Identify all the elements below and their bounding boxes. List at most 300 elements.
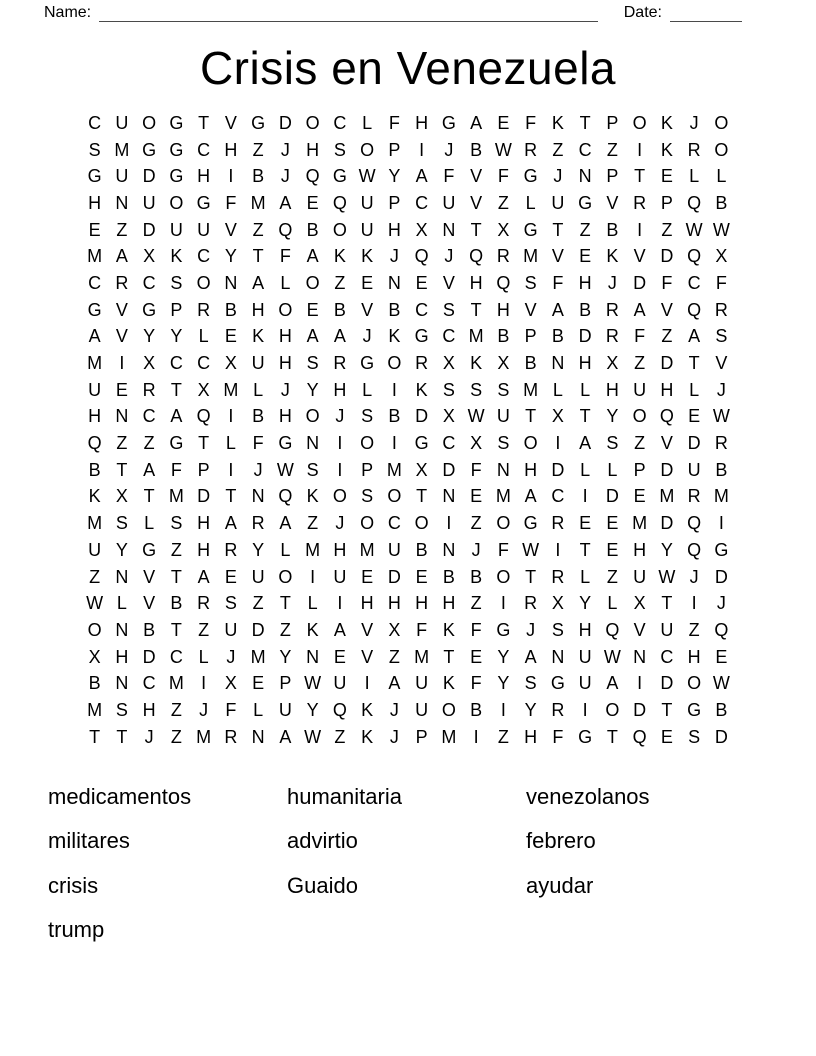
grid-letter: Z (170, 539, 182, 560)
grid-letter: N (442, 539, 456, 560)
grid-letter: N (115, 566, 129, 587)
grid-letter: E (660, 166, 673, 187)
grid-letter: A (470, 112, 483, 133)
grid-letter: R (714, 299, 728, 320)
grid-letter: V (361, 299, 374, 320)
grid-letter: O (714, 139, 729, 160)
grid-letter: A (306, 246, 319, 267)
grid-letter: T (579, 406, 591, 427)
grid-letter: L (525, 192, 536, 213)
grid-letter: C (88, 112, 102, 133)
grid-letter: C (442, 433, 456, 454)
grid-letter: E (361, 272, 374, 293)
grid-letter: I (582, 486, 588, 507)
grid-letter: G (578, 726, 593, 747)
grid-letter: I (718, 513, 724, 534)
grid-letter: E (470, 486, 483, 507)
grid-letter: U (224, 619, 238, 640)
grid-letter: D (251, 619, 265, 640)
grid-letter: O (305, 406, 320, 427)
grid-letter: T (552, 219, 564, 240)
grid-letter: Z (606, 566, 618, 587)
grid-letter: U (88, 539, 102, 560)
grid-letter: I (228, 459, 234, 480)
grid-letter: D (660, 673, 674, 694)
grid-letter: X (415, 459, 428, 480)
grid-letter: C (660, 646, 674, 667)
grid-letter: I (582, 699, 588, 720)
grid-letter: B (88, 673, 101, 694)
grid-letter: R (605, 299, 619, 320)
grid-letter: U (333, 566, 347, 587)
grid-letter: L (253, 379, 264, 400)
grid-letter: V (524, 299, 537, 320)
grid-letter: V (361, 619, 374, 640)
grid-letter: M (441, 726, 457, 747)
grid-letter: F (225, 192, 237, 213)
grid-letter: Q (332, 699, 347, 720)
grid-letter: H (605, 379, 619, 400)
grid-letter: A (88, 326, 101, 347)
grid-letter: A (688, 326, 701, 347)
grid-letter: L (607, 593, 618, 614)
grid-letter: F (388, 112, 400, 133)
grid-letter: L (198, 326, 209, 347)
grid-letter: M (223, 379, 239, 400)
grid-letter: P (197, 459, 210, 480)
grid-letter: O (305, 112, 320, 133)
grid-letter: J (335, 406, 345, 427)
grid-letter: Y (252, 539, 265, 560)
grid-letter: Q (496, 272, 511, 293)
grid-letter: H (278, 406, 292, 427)
grid-letter: D (660, 353, 674, 374)
grid-letter: B (715, 699, 728, 720)
grid-letter: T (634, 166, 646, 187)
grid-letter: F (661, 272, 673, 293)
grid-letter: B (306, 219, 319, 240)
grid-letter: G (714, 539, 729, 560)
grid-letter: M (196, 726, 212, 747)
grid-letter: G (142, 139, 157, 160)
grid-letter: X (197, 379, 210, 400)
grid-letter: R (687, 139, 701, 160)
grid-letter: Z (661, 326, 673, 347)
grid-letter: E (361, 566, 374, 587)
grid-letter: F (715, 272, 727, 293)
grid-letter: C (687, 272, 701, 293)
grid-letter: M (632, 513, 648, 534)
grid-letter: I (228, 406, 234, 427)
grid-letter: J (389, 726, 399, 747)
grid-letter: V (606, 192, 619, 213)
grid-letter: Z (116, 433, 128, 454)
grid-letter: T (661, 699, 673, 720)
grid-letter: F (552, 272, 564, 293)
grid-letter: N (251, 486, 265, 507)
grid-letter: Z (634, 353, 646, 374)
grid-letter: R (224, 726, 238, 747)
grid-letter: O (360, 433, 375, 454)
grid-letter: I (201, 673, 207, 694)
grid-letter: L (198, 646, 209, 667)
grid-letter: F (279, 246, 291, 267)
grid-letter: E (252, 673, 265, 694)
grid-letter: T (170, 619, 182, 640)
grid-letter: M (414, 646, 430, 667)
grid-letter: I (337, 459, 343, 480)
grid-letter: E (579, 513, 592, 534)
grid-letter: E (88, 219, 101, 240)
grid-letter: H (306, 139, 320, 160)
grid-letter: N (551, 646, 565, 667)
grid-letter: Z (634, 433, 646, 454)
grid-letter: A (551, 299, 564, 320)
grid-letter: M (659, 486, 675, 507)
grid-letter: X (143, 353, 156, 374)
grid-letter: X (442, 406, 455, 427)
grid-letter: T (279, 593, 291, 614)
grid-letter: N (496, 459, 510, 480)
grid-letter: X (442, 353, 455, 374)
grid-letter: O (714, 112, 729, 133)
grid-letter: S (442, 299, 455, 320)
grid-letter: F (470, 459, 482, 480)
grid-letter: M (114, 139, 130, 160)
grid-letter: U (551, 192, 565, 213)
grid-letter: D (142, 646, 156, 667)
grid-letter: G (169, 112, 184, 133)
grid-letter: S (333, 139, 346, 160)
grid-letter: P (524, 326, 537, 347)
grid-letter: A (252, 272, 265, 293)
grid-letter: O (632, 406, 647, 427)
grid-letter: T (688, 353, 700, 374)
grid-letter: H (660, 379, 674, 400)
grid-letter: A (633, 299, 646, 320)
grid-letter: A (606, 673, 619, 694)
grid-letter: N (115, 406, 129, 427)
grid-letter: Q (469, 246, 484, 267)
grid-letter: M (87, 699, 103, 720)
grid-letter: U (415, 699, 429, 720)
grid-letter: L (580, 459, 591, 480)
grid-letter: C (197, 353, 211, 374)
grid-letter: S (115, 699, 128, 720)
grid-letter: H (197, 539, 211, 560)
grid-letter: N (115, 619, 129, 640)
grid-letter: T (170, 566, 182, 587)
grid-letter: A (143, 459, 156, 480)
grid-letter: C (88, 272, 102, 293)
grid-letter: V (660, 433, 673, 454)
grid-letter: W (712, 219, 730, 240)
grid-letter: H (578, 353, 592, 374)
grid-letter: X (388, 619, 401, 640)
grid-letter: G (414, 433, 429, 454)
grid-letter: L (253, 699, 264, 720)
grid-letter: A (170, 406, 183, 427)
grid-letter: W (712, 406, 730, 427)
grid-letter: E (660, 726, 673, 747)
grid-letter: O (332, 219, 347, 240)
grid-letter: W (494, 139, 512, 160)
grid-letter: R (115, 272, 129, 293)
grid-letter: F (552, 726, 564, 747)
grid-letter: R (633, 192, 647, 213)
grid-letter: F (634, 326, 646, 347)
word-list-item: medicamentos (48, 783, 192, 809)
grid-letter: R (142, 379, 156, 400)
grid-letter: R (251, 513, 265, 534)
grid-letter: I (500, 699, 506, 720)
grid-letter: R (524, 593, 538, 614)
grid-letter: O (360, 513, 375, 534)
grid-letter: V (143, 593, 156, 614)
word-list-item: trump (48, 917, 105, 942)
grid-letter: B (333, 299, 346, 320)
grid-letter: G (360, 353, 375, 374)
grid-letter: B (388, 299, 401, 320)
grid-letter: K (442, 619, 455, 640)
grid-letter: N (551, 353, 565, 374)
grid-letter: F (497, 166, 509, 187)
grid-letter: E (224, 326, 237, 347)
grid-letter: K (361, 246, 374, 267)
grid-letter: M (305, 539, 321, 560)
grid-letter: U (660, 619, 674, 640)
grid-letter: E (497, 112, 510, 133)
grid-letter: K (361, 726, 374, 747)
grid-letter: I (337, 593, 343, 614)
puzzle-title: Crisis en Venezuela (199, 42, 617, 94)
grid-letter: H (442, 593, 456, 614)
grid-letter: O (196, 272, 211, 293)
grid-letter: N (251, 726, 265, 747)
grid-letter: A (306, 326, 319, 347)
grid-letter: C (169, 646, 183, 667)
grid-letter: Y (279, 646, 292, 667)
grid-letter: V (470, 192, 483, 213)
grid-letter: G (550, 673, 565, 694)
grid-letter: B (252, 406, 265, 427)
grid-letter: O (142, 112, 157, 133)
grid-letter: G (523, 513, 538, 534)
grid-letter: G (523, 166, 538, 187)
grid-letter: B (143, 619, 156, 640)
grid-letter: E (633, 486, 646, 507)
grid-letter: H (278, 353, 292, 374)
grid-letter: X (88, 646, 101, 667)
grid-letter: I (555, 539, 561, 560)
name-label: Name: (44, 4, 92, 21)
grid-letter: Z (334, 726, 346, 747)
grid-letter: Z (279, 619, 291, 640)
grid-letter: B (388, 406, 401, 427)
grid-letter: F (470, 619, 482, 640)
grid-letter: R (605, 326, 619, 347)
grid-letter: M (250, 192, 266, 213)
grid-letter: M (87, 353, 103, 374)
grid-letter: P (606, 112, 619, 133)
grid-letter: C (578, 139, 592, 160)
grid-letter: N (442, 219, 456, 240)
grid-letter: V (660, 299, 673, 320)
grid-letter: K (252, 326, 265, 347)
grid-letter: I (391, 433, 397, 454)
grid-letter: T (470, 299, 482, 320)
grid-letter: J (716, 379, 726, 400)
grid-letter: Q (687, 513, 702, 534)
grid-letter: Y (306, 379, 319, 400)
grid-letter: G (169, 433, 184, 454)
grid-letter: Z (89, 566, 101, 587)
grid-letter: R (415, 353, 429, 374)
grid-letter: Q (278, 486, 293, 507)
grid-letter: M (468, 326, 484, 347)
grid-letter: H (469, 272, 483, 293)
grid-letter: R (524, 139, 538, 160)
grid-letter: O (387, 486, 402, 507)
grid-letter: Z (170, 726, 182, 747)
grid-letter: U (578, 673, 592, 694)
grid-letter: E (606, 539, 619, 560)
grid-letter: G (169, 139, 184, 160)
grid-letter: S (551, 619, 564, 640)
grid-letter: J (280, 166, 290, 187)
grid-letter: H (197, 513, 211, 534)
grid-letter: H (251, 299, 265, 320)
grid-letter: Z (334, 272, 346, 293)
grid-letter: J (689, 566, 699, 587)
grid-letter: H (578, 619, 592, 640)
grid-letter: R (687, 486, 701, 507)
grid-letter: F (416, 619, 428, 640)
grid-letter: D (660, 459, 674, 480)
grid-letter: A (333, 326, 346, 347)
grid-letter: C (415, 192, 429, 213)
grid-letter: X (633, 593, 646, 614)
grid-letter: H (115, 646, 129, 667)
grid-letter: M (386, 459, 402, 480)
grid-letter: H (278, 326, 292, 347)
grid-letter: I (637, 219, 643, 240)
grid-letter: W (658, 566, 676, 587)
grid-letter: S (497, 379, 510, 400)
grid-letter: D (415, 406, 429, 427)
grid-letter: E (306, 299, 319, 320)
grid-letter: I (446, 513, 452, 534)
grid-letter: C (142, 673, 156, 694)
grid-letter: Z (470, 513, 482, 534)
grid-letter: Z (688, 619, 700, 640)
grid-letter: Y (606, 406, 619, 427)
grid-letter: J (716, 593, 726, 614)
grid-letter: W (276, 459, 294, 480)
grid-letter: U (687, 459, 701, 480)
grid-letter: Z (497, 726, 509, 747)
grid-letter: D (197, 486, 211, 507)
grid-letter: C (197, 246, 211, 267)
grid-letter: E (470, 646, 483, 667)
grid-letter: J (199, 699, 209, 720)
grid-letter: A (579, 433, 592, 454)
grid-letter: Y (306, 699, 319, 720)
grid-letter: O (632, 112, 647, 133)
grid-letter: C (442, 326, 456, 347)
grid-letter: E (579, 246, 592, 267)
word-list-item: febrero (526, 828, 596, 853)
grid-letter: V (551, 246, 564, 267)
grid-letter: V (143, 566, 156, 587)
grid-letter: Y (660, 539, 673, 560)
grid-letter: I (473, 726, 479, 747)
word-list-item: advirtio (287, 828, 358, 853)
grid-letter: B (88, 459, 101, 480)
grid-letter: P (388, 139, 401, 160)
grid-letter: Y (497, 673, 510, 694)
grid-letter: C (387, 513, 401, 534)
grid-letter: H (524, 726, 538, 747)
grid-letter: F (470, 673, 482, 694)
grid-letter: S (170, 272, 183, 293)
grid-letter: K (170, 246, 183, 267)
grid-letter: X (551, 593, 564, 614)
grid-letter: U (360, 219, 374, 240)
grid-letter: Q (659, 406, 674, 427)
grid-letter: D (633, 699, 647, 720)
grid-letter: L (580, 379, 591, 400)
grid-letter: Y (388, 166, 401, 187)
grid-letter: O (278, 299, 293, 320)
grid-letter: H (687, 646, 701, 667)
grid-letter: H (142, 699, 156, 720)
grid-letter: T (116, 459, 128, 480)
grid-letter: Q (414, 246, 429, 267)
grid-letter: A (524, 486, 537, 507)
grid-letter: P (279, 673, 292, 694)
grid-letter: Q (332, 192, 347, 213)
word-list-column (287, 775, 526, 953)
grid-letter: B (579, 299, 592, 320)
grid-letter: D (278, 112, 292, 133)
grid-letter: L (144, 513, 155, 534)
grid-letter: P (361, 459, 374, 480)
grid-letter: R (496, 246, 510, 267)
grid-letter: H (578, 272, 592, 293)
grid-letter: I (637, 139, 643, 160)
grid-letter: V (115, 299, 128, 320)
grid-letter: G (142, 299, 157, 320)
grid-letter: K (442, 673, 455, 694)
grid-letter: K (88, 486, 101, 507)
grid-letter: T (170, 379, 182, 400)
grid-letter: S (306, 353, 319, 374)
grid-letter: O (496, 513, 511, 534)
grid-letter: V (442, 272, 455, 293)
grid-letter: L (362, 112, 373, 133)
grid-letter: V (470, 166, 483, 187)
grid-letter: N (633, 646, 647, 667)
grid-letter: P (388, 192, 401, 213)
grid-letter: F (525, 112, 537, 133)
grid-letter: N (224, 272, 238, 293)
grid-letter: U (496, 406, 510, 427)
grid-letter: B (224, 299, 237, 320)
grid-letter: T (252, 246, 264, 267)
grid-letter: X (715, 246, 728, 267)
grid-letter: M (87, 246, 103, 267)
